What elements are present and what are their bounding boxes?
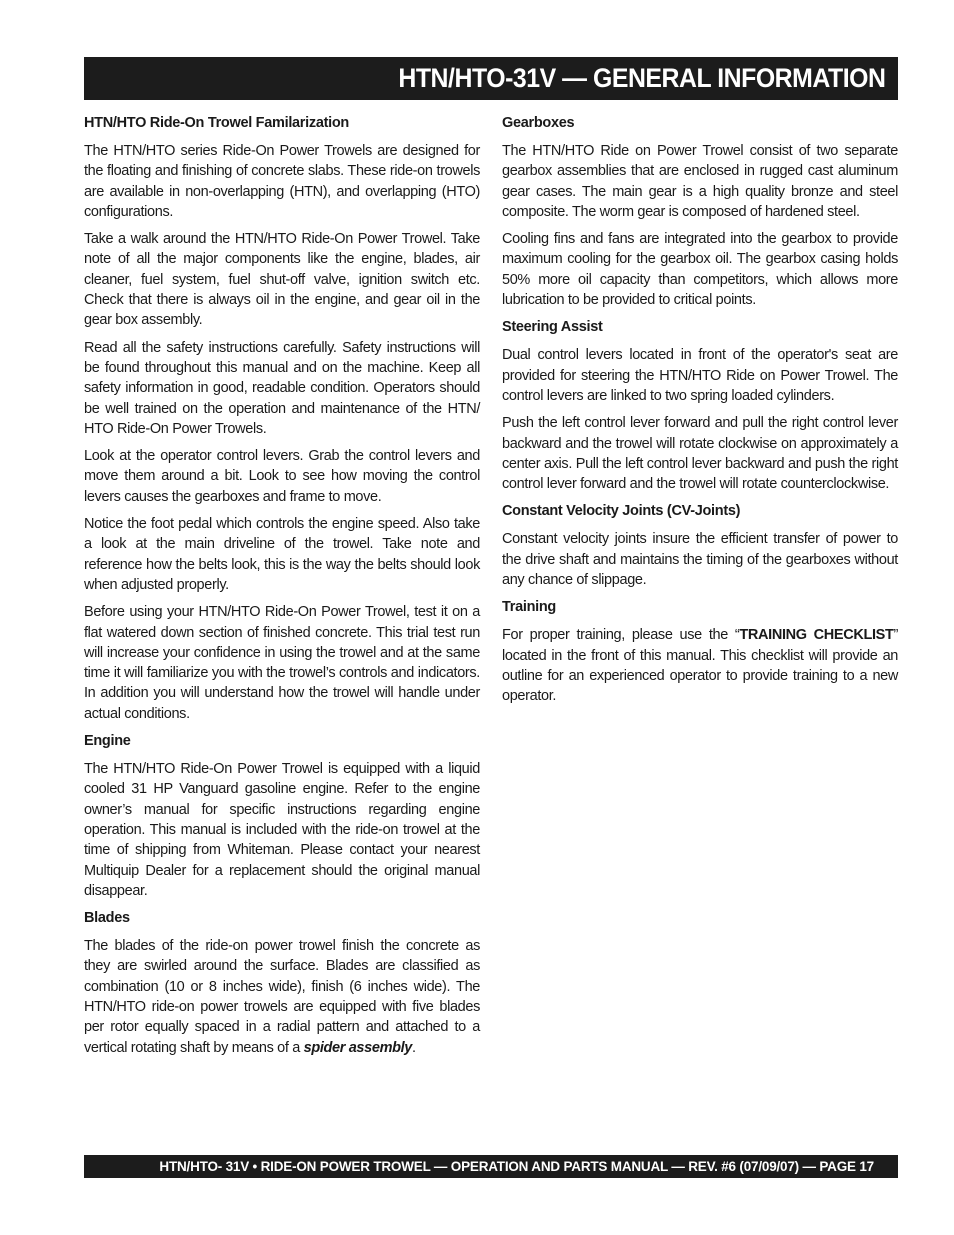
- page-title: HTN/HTO-31V — GENERAL INFORMATION: [398, 63, 886, 93]
- section-heading-engine: Engine: [84, 733, 131, 750]
- left-column: [84, 113, 480, 1065]
- paragraph: The HTN/HTO Ride on Power Trowel consist of two separate gearbox assemblies that are enclosed in rugged cast aluminum gear cases. The main gear is a high quality bronze and steel composite. The worm gear is composed of hardened steel.: [502, 143, 898, 220]
- section-heading-cv-joints: Constant Velocity Joints (CV-Joints): [502, 503, 741, 520]
- paragraph: [84, 936, 480, 1058]
- right-column: [502, 113, 898, 714]
- paragraph-text: For proper training, please use the “: [502, 627, 740, 644]
- paragraph: Push the left control lever forward and pull the right control lever backward and the trowel will rotate clockwise on approximately a center axis. Pull the left control lever backward and push the right control lever forward and the trowel will rotate counterclockwise.: [502, 415, 898, 493]
- paragraph: Constant velocity joints insure the efficient transfer of power to the drive shaft and maintains the timing of the gearboxes without any chance of slippage.: [502, 531, 898, 589]
- paragraph-end: .: [412, 1039, 416, 1056]
- section-heading-familiarization: HTN/HTO Ride-On Trowel Familarization: [84, 115, 349, 131]
- paragraph-text: ” located in the front of this manual. This checklist will provide an outline for an experienced operator to provide training to a new operator.: [502, 627, 898, 705]
- paragraph: Cooling fins and fans are integrated into the gearbox to provide maximum cooling for the gearbox oil. The gearbox casing holds 50% more oil capacity than competitors, which allows more lubrication to be provided to critical points.: [502, 231, 898, 309]
- paragraph: [502, 625, 898, 706]
- emphasis-text: spider assembly: [303, 1039, 413, 1056]
- paragraph: Look at the operator control levers. Grab the control levers and move them around a bit. Look to see how moving the control levers causes the gearboxes and frame to move.: [84, 448, 480, 505]
- paragraph: Notice the foot pedal which controls the engine speed. Also take a look at the main driveline of the trowel. Take note and reference how the belts look, this is the way the belts should look when adjusted properly.: [84, 516, 480, 593]
- section-heading-steering: Steering Assist: [502, 319, 603, 336]
- footer-text: HTN/HTO- 31V • RIDE-ON POWER TROWEL — OPERATION AND PARTS MANUAL — REV. #6 (07/09/07) — PAGE 17: [159, 1159, 874, 1174]
- page-header-bar: [84, 57, 898, 100]
- strong-text: TRAINING CHECKLIST: [739, 627, 894, 644]
- section-heading-blades: Blades: [84, 910, 130, 927]
- paragraph: Dual control levers located in front of the operator's seat are provided for steering the HTN/HTO Ride on Power Trowel. The control levers are linked to two spring loaded cylinders.: [502, 347, 898, 404]
- paragraph: The HTN/HTO series Ride-On Power Trowels are designed for the floating and finishing of concrete slabs. These ride-on trowels are available in non-overlapping (HTN), and overlapping (HTO) configurations.: [84, 143, 480, 220]
- paragraph: Take a walk around the HTN/HTO Ride-On Power Trowel. Take note of all the major components like the engine, blades, air cleaner, fuel system, fuel shut-off valve, ignition switch etc. Check that there is always oil in the engine, and gear oil in the gear box assembly.: [84, 231, 480, 329]
- paragraph: The HTN/HTO Ride-On Power Trowel is equipped with a liquid cooled 31 HP Vanguard gasoline engine. Refer to the engine owner’s manual for specific instructions regarding engine operation. This manual is included with the ride-on trowel at the time of shipping from Whiteman. Please contact your nearest Multiquip Dealer for a replacement should the original manual disappear.: [84, 761, 480, 899]
- section-heading-training: Training: [502, 599, 556, 616]
- paragraph: Read all the safety instructions carefully. Safety instructions will be found throughout this manual and on the machine. Keep all safety information in good, readable condition. Operators should be well trained on the operation and maintenance of the HTN/ HTO Ride-On Power Trowels.: [84, 339, 480, 437]
- paragraph: Before using your HTN/HTO Ride-On Power Trowel, test it on a flat watered down section of finished concrete. This trial test run will increase your confidence in using the trowel and at the same time it will familiarize you with the trowel’s controls and indicators. In addition you will understand how the trowel will handle under actual conditions.: [84, 604, 480, 722]
- section-heading-gearboxes: Gearboxes: [502, 115, 575, 131]
- page-footer-bar: [84, 1155, 898, 1178]
- paragraph-text: The blades of the ride-on power trowel finish the concrete as they are swirled around the surface. Blades are classified as combination (10 or 8 inches wide), finish (6 inches wide). The HTN/HTO ride-on power trowels are equipped with five blades per rotor equally spaced in a radial pattern and attached to a vertical rotating shaft by means of a: [84, 938, 480, 1056]
